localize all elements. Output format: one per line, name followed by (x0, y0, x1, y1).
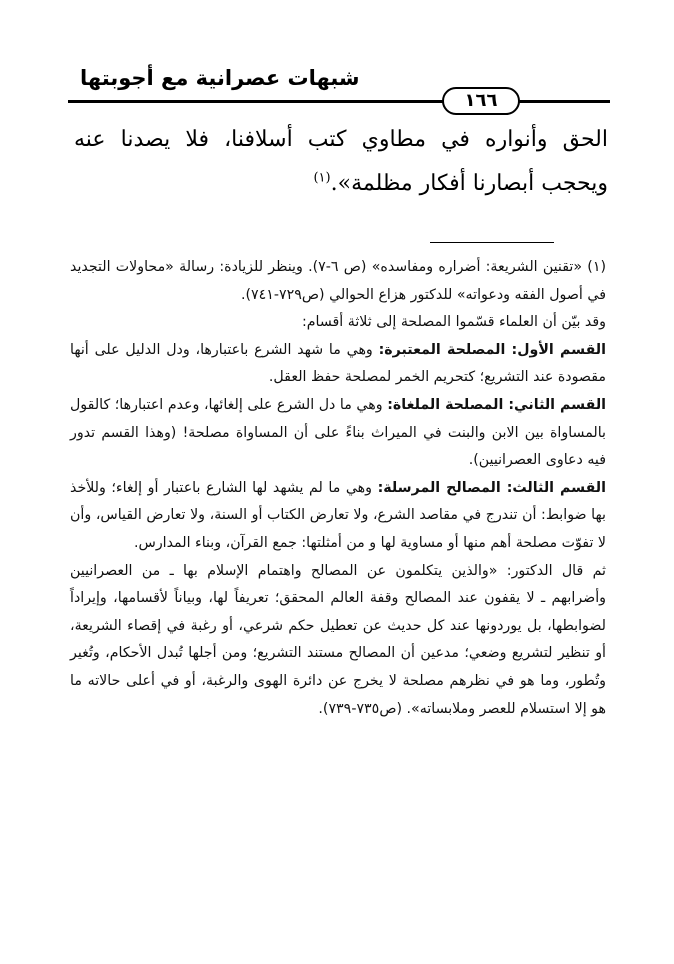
section-1-label: القسم الأول: المصلحة المعتبرة: (378, 341, 606, 358)
section-3-label: القسم الثالث: المصالح المرسلة: (377, 479, 606, 496)
page-number: ١٦٦ (442, 87, 520, 115)
section-2-text: وهي ما دل الشرع على إلغائها، وعدم اعتبارها؛ كالقول بالمساواة بين الابن والبنت في الميراث بناءً على أن المساواة مصلحة! (وهذا القسم تدور فيه دعاوى العصرانيين). (70, 396, 606, 469)
footnote-section-1 (70, 337, 606, 392)
footnote-reference: (١) (313, 170, 331, 186)
running-title: شبهات عصرانية مع أجوبتها (80, 66, 360, 90)
footnote-section-2 (70, 392, 606, 475)
main-paragraph (74, 118, 608, 206)
header-rule (68, 100, 610, 103)
footnote-1 (70, 254, 606, 309)
footnote-section-3 (70, 475, 606, 558)
section-3-text: وهي ما لم يشهد لها الشارع باعتبار أو إلغاء؛ وللأخذ بها ضوابط: أن تندرج في مقاصد الشرع، ولا تعارض الكتاب أو السنة، ولا تعارض القياس، وأن لا تفوّت مصلحة أهم منها أو مساوية لها و من أمثلتها: جمع القرآن، وبناء المدارس. (70, 479, 606, 551)
footnote-1-text: «تقنين الشريعة: أضراره ومفاسده» (ص ٦-٧). وينظر للزيادة: رسالة «محاولات التجديد في أصول الفقه ودعواته» للدكتور هزاع الحوالي (ص٧٢٩-٧٤١). (70, 259, 606, 303)
footnote-quote: ثم قال الدكتور: «والذين يتكلمون عن المصالح واهتمام الإسلام بها ـ من العصرانيين وأضرابهم ـ لا يقفون عند المصالح وقفة العالم المحقق؛ تعريفاً لها، وبياناً لأقسامها، وإيراداً لضوابطها، بل يوردونها عند كل حديث عن تعطيل حكم شرعي، أو رغبة في إقصاء الشريعة، أو تنظير لتشريع وضعي؛ مدعين أن المصالح مستند التشريع؛ ومن أجلها تُبدل الأحكام، وتُغير وتُطور، وما هو في نظرهم مصلحة لا يخرج عن دائرة الهوى والرغبة، أو في أعلى حالاته ما هو إلا استسلام للعصر وملابساته». (ص٧٣٥-٧٣٩). (70, 562, 606, 717)
footnote-1-marker: (١) (587, 259, 606, 275)
section-1-text: وهي ما شهد الشرع باعتبارها، ودل الدليل على أنها مقصودة عند التشريع؛ كتحريم الخمر لمصلحة حفظ العقل. (70, 341, 606, 386)
section-2-label: القسم الثاني: المصلحة الملغاة: (387, 396, 607, 413)
footnote-separator (430, 242, 554, 243)
footnotes (70, 254, 606, 723)
footnote-intro: وقد بيّن أن العلماء قسّموا المصلحة إلى ثلاثة أقسام: (301, 314, 606, 331)
main-paragraph-text: الحق وأنواره في مطاوي كتب أسلافنا، فلا يصدنا عنه ويحجب أبصارنا أفكار مظلمة». (74, 127, 608, 196)
